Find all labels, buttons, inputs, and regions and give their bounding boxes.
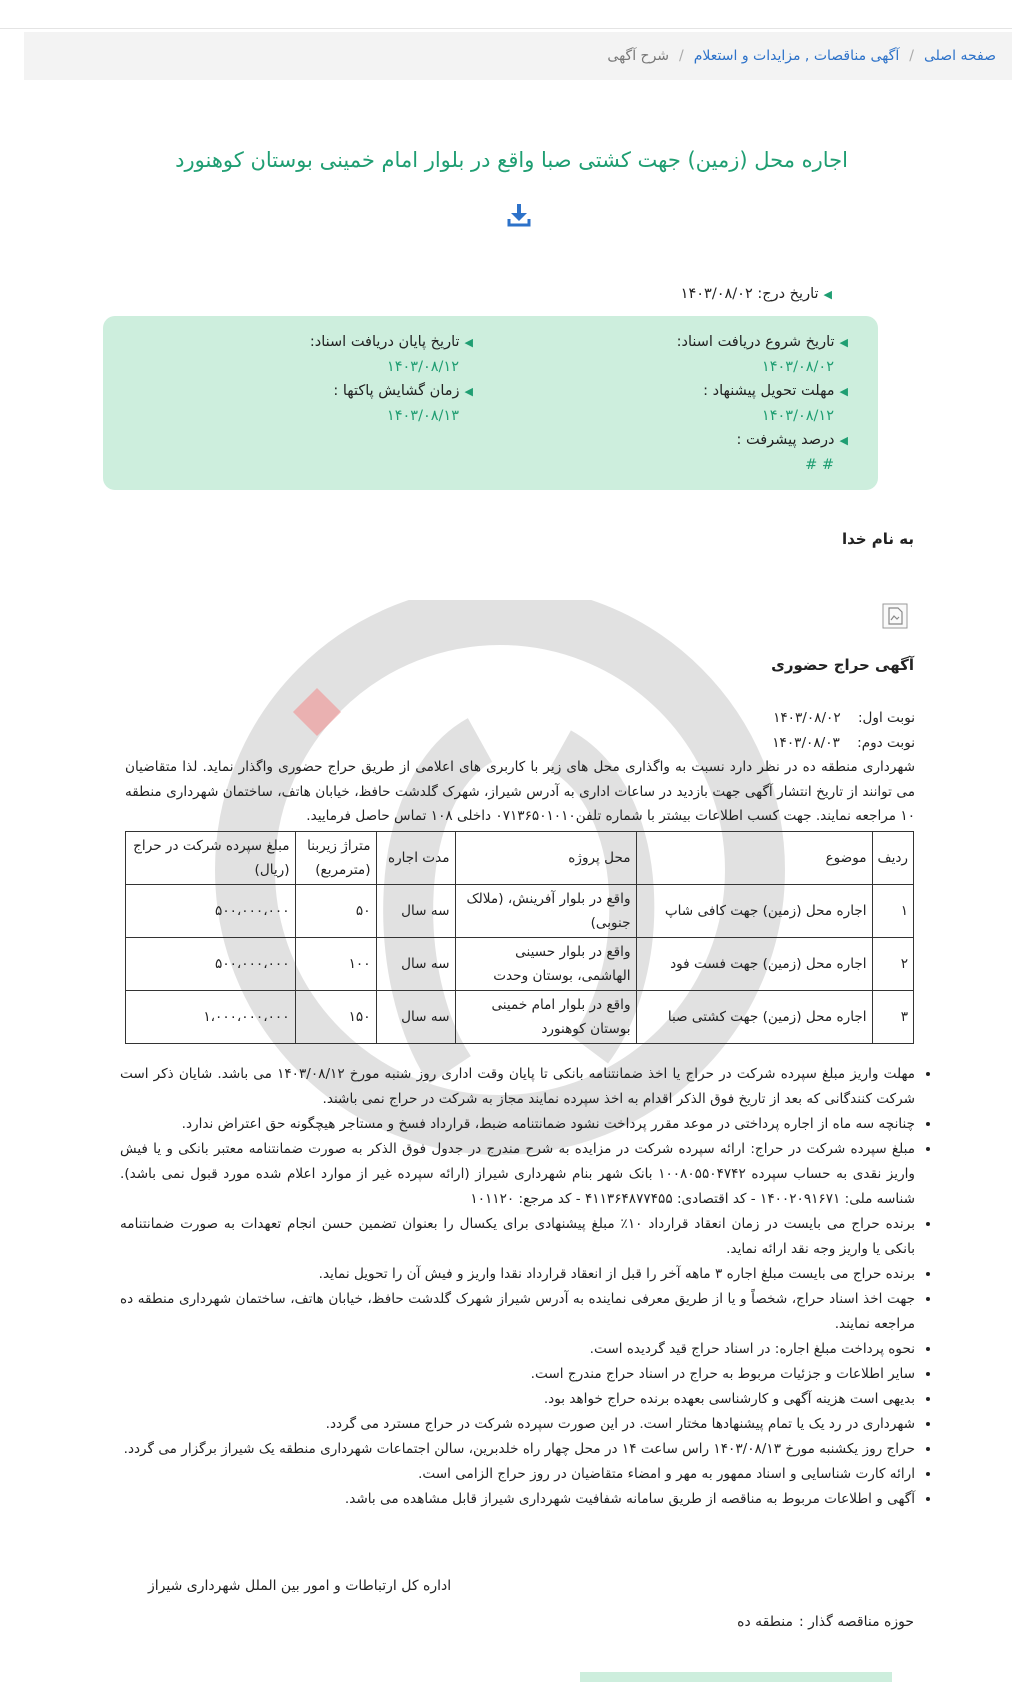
triangle-left-icon: ◀	[464, 336, 473, 349]
triangle-left-icon: ◀	[839, 336, 848, 349]
row-location: واقع در بلوار امام خمینی بوستان کوهنورد	[455, 991, 636, 1044]
second-turn	[125, 731, 915, 756]
info-opening	[333, 379, 473, 428]
list-item: • مهلت واریز مبلغ سپرده شرکت در حراج یا اخذ ضمانتنامه بانکی تا پایان وقت اداری روز شنبه مورخ ۱۴۰۳/۰۸/۱۲ می باشد. شایان ذکر است شرکت کنندگانی که بعد از تاریخ فوق الذکر اقدام به اخذ سپرده نمایند مجاز به شرکت در حراج نمی باشند.	[120, 1062, 915, 1112]
end-date-label: تاریخ پایان دریافت اسناد:	[309, 334, 460, 350]
row-number: ۱	[872, 885, 913, 938]
download-icon[interactable]	[506, 202, 532, 228]
row-duration: سه سال	[376, 991, 455, 1044]
list-item: • شهرداری در رد یک یا تمام پیشنهادها مختار است. در این صورت سپرده شرکت در حراج مسترد می گردد.	[120, 1412, 915, 1437]
insert-date	[681, 286, 832, 302]
list-item: • مبلغ سپرده شرکت در حراج: ارائه سپرده شرکت در مزایده به شرح مندرج در جدول فوق الذکر به صورت ضمانتنامه معتبر بانکی و یا فیش واریز نقدی به حساب سپرده ۱۰۰۸۰۵۵۰۴۷۴۲ بانک شهر بنام شهرداری شیراز (ارائه سپرده غیر از موارد اعلام شده مورد قبول نمی باشد). شناسه ملی: ۱۴۰۰۲۰۹۱۶۷۱ - کد اقتصادی: ۴۱۱۳۶۴۸۷۷۴۵۵ - کد مرجع: ۱۰۱۱۲۰	[120, 1137, 915, 1212]
list-item: • حراج روز یکشنبه مورخ ۱۴۰۳/۰۸/۱۳ راس ساعت ۱۴ در محل چهار راه خلدبرین، سالن اجتماعات شهرداری منطقه یک شیراز برگزار می گردد.	[120, 1437, 915, 1462]
progress-value: # #	[805, 457, 834, 473]
row-number: ۲	[872, 938, 913, 991]
turn2-value: ۱۴۰۳/۰۸/۰۳	[772, 734, 840, 751]
insert-date-value: ۱۴۰۳/۰۸/۰۲	[680, 286, 753, 302]
info-end-date	[310, 330, 473, 379]
triangle-left-icon: ◀	[464, 385, 473, 398]
opening-label: زمان گشایش پاکتها :	[333, 383, 460, 399]
row-subject: اجاره محل (زمین) جهت کشتی صبا	[636, 991, 872, 1044]
triangle-left-icon: ◀	[823, 288, 832, 301]
info-progress	[737, 428, 848, 477]
breadcrumb-section-link[interactable]: آگهی مناقصات , مزایدات و استعلام	[693, 48, 900, 64]
info-deadline	[703, 379, 848, 428]
zone-value: منطقه ده	[737, 1614, 793, 1630]
bottom-bar-fragment	[580, 1672, 892, 1682]
table-row	[126, 938, 914, 991]
list-item: • سایر اطلاعات و جزئیات مربوط به حراج در اسناد حراج مندرج است.	[120, 1362, 915, 1387]
bismillah-heading: به نام خدا	[841, 530, 914, 548]
row-location: واقع در بلوار حسینی الهاشمی، بوستان وحدت	[455, 938, 636, 991]
progress-label: درصد پیشرفت :	[736, 432, 835, 448]
table-header: محل پروژه	[455, 832, 636, 885]
signature-text: اداره کل ارتباطات و امور بین الملل شهرداری شیراز	[148, 1578, 452, 1594]
row-duration: سه سال	[376, 885, 455, 938]
page-title: اجاره محل (زمین) جهت کشتی صبا واقع در بلوار امام خمینی بوستان کوهنورد	[175, 148, 848, 172]
row-subject: اجاره محل (زمین) جهت کافی شاپ	[636, 885, 872, 938]
table-header: مبلغ سپرده شرکت در حراج (ریال)	[126, 832, 296, 885]
list-item: • ارائه کارت شناسایی و اسناد ممهور به مهر و امضاء متقاضیان در روز حراج الزامی است.	[120, 1462, 915, 1487]
table-header: موضوع	[636, 832, 872, 885]
insert-date-label: تاریخ درج:	[757, 286, 819, 302]
zone-label: حوزه مناقصه گذار :	[798, 1614, 914, 1630]
dates-info-box	[103, 316, 878, 490]
auction-items-table	[125, 831, 914, 1044]
row-number: ۳	[872, 991, 913, 1044]
list-item: • برنده حراج می بایست در زمان انعقاد قرارداد ۱۰٪ مبلغ پیشنهادی برای یکسال را بعنوان تضمین حسن انجام تعهدات به صورت ضمانتنامه بانکی یا واریز وجه نقد ارائه نماید.	[120, 1212, 915, 1262]
tender-zone	[737, 1614, 914, 1630]
row-deposit: ۱،۰۰۰،۰۰۰،۰۰۰	[126, 991, 296, 1044]
auction-subtitle: آگهی حراج حضوری	[771, 656, 914, 674]
row-duration: سه سال	[376, 938, 455, 991]
conditions-list	[120, 1062, 931, 1512]
end-date-value: ۱۴۰۳/۰۸/۱۲	[386, 359, 459, 375]
table-header: ردیف	[872, 832, 913, 885]
deadline-value: ۱۴۰۳/۰۸/۱۲	[761, 408, 834, 424]
list-item: • برنده حراج می بایست مبلغ اجاره ۳ ماهه آخر را قبل از انعقاد قرارداد نقدا واریز و فیش آن را تحویل نماید.	[120, 1262, 915, 1287]
content-body	[125, 706, 915, 829]
list-item: • آگهی و اطلاعات مربوط به مناقصه از طریق سامانه شفافیت شهرداری شیراز قابل مشاهده می باشد.	[120, 1487, 915, 1512]
row-subject: اجاره محل (زمین) جهت فست فود	[636, 938, 872, 991]
row-location: واقع در بلوار آفرینش، (ملالک جنوبی)	[455, 885, 636, 938]
row-area: ۱۵۰	[295, 991, 376, 1044]
deadline-label: مهلت تحویل پیشنهاد :	[703, 383, 835, 399]
info-start-date	[677, 330, 848, 379]
triangle-left-icon: ◀	[839, 434, 848, 447]
table-row	[126, 991, 914, 1044]
row-deposit: ۵۰۰،۰۰۰،۰۰۰	[126, 938, 296, 991]
row-area: ۱۰۰	[295, 938, 376, 991]
first-turn	[125, 706, 915, 731]
list-item: • جهت اخذ اسناد حراج، شخصاً و یا از طریق معرفی نماینده به آدرس شیراز شهرک گلدشت حافظ، خیابان هاتف، ساختمان شهرداری منطقه ده مراجعه نمایند.	[120, 1287, 915, 1337]
turn1-value: ۱۴۰۳/۰۸/۰۲	[773, 710, 841, 726]
list-item: • چنانچه سه ماه از اجاره پرداختی در موعد مقرر پرداخت نشود ضمانتنامه ضبط، قرارداد فسخ و مستاجر هیچگونه حق اعتراض ندارد.	[120, 1112, 915, 1137]
turn1-label: نوبت اول:	[857, 710, 915, 726]
list-item: • نحوه پرداخت مبلغ اجاره: در اسناد حراج قید گردیده است.	[120, 1337, 915, 1362]
start-date-label: تاریخ شروع دریافت اسناد:	[676, 334, 835, 350]
breadcrumb-separator: /	[909, 48, 914, 64]
breadcrumb-current: شرح آگهی	[607, 48, 670, 64]
breadcrumb-separator: /	[679, 48, 684, 64]
table-row	[126, 885, 914, 938]
row-deposit: ۵۰۰،۰۰۰،۰۰۰	[126, 885, 296, 938]
top-divider	[0, 28, 1012, 29]
breadcrumb	[24, 32, 1012, 80]
table-header: متراژ زیربنا (مترمربع)	[295, 832, 376, 885]
turn2-label: نوبت دوم:	[857, 734, 915, 751]
opening-value: ۱۴۰۳/۰۸/۱۳	[386, 408, 459, 424]
document-icon	[882, 603, 908, 629]
intro-paragraph: شهرداری منطقه ده در نظر دارد نسبت به واگذاری محل های زیر با کاربری های اعلامی از طریق حراج حضوری واگذار نماید. لذا متقاضیان می توانند از تاریخ انتشار آگهی جهت بازدید در ساعات اداری به آدرس شیراز، شهرک گلدشت حافظ، خیابان هاتف، ساختمان شهرداری منطقه ۱۰ مراجعه نمایند. جهت کسب اطلاعات بیشتر با شماره تلفن۰۷۱۳۶۵۰۱۰۱۰ داخلی ۱۰۸ تماس حاصل فرمایید.	[125, 759, 915, 824]
breadcrumb-home-link[interactable]: صفحه اصلی	[923, 48, 996, 64]
table-header-row	[126, 832, 914, 885]
row-area: ۵۰	[295, 885, 376, 938]
table-header: مدت اجاره	[376, 832, 455, 885]
triangle-left-icon: ◀	[839, 385, 848, 398]
list-item: • بدیهی است هزینه آگهی و کارشناسی بعهده برنده حراج خواهد بود.	[120, 1387, 915, 1412]
start-date-value: ۱۴۰۳/۰۸/۰۲	[761, 359, 834, 375]
